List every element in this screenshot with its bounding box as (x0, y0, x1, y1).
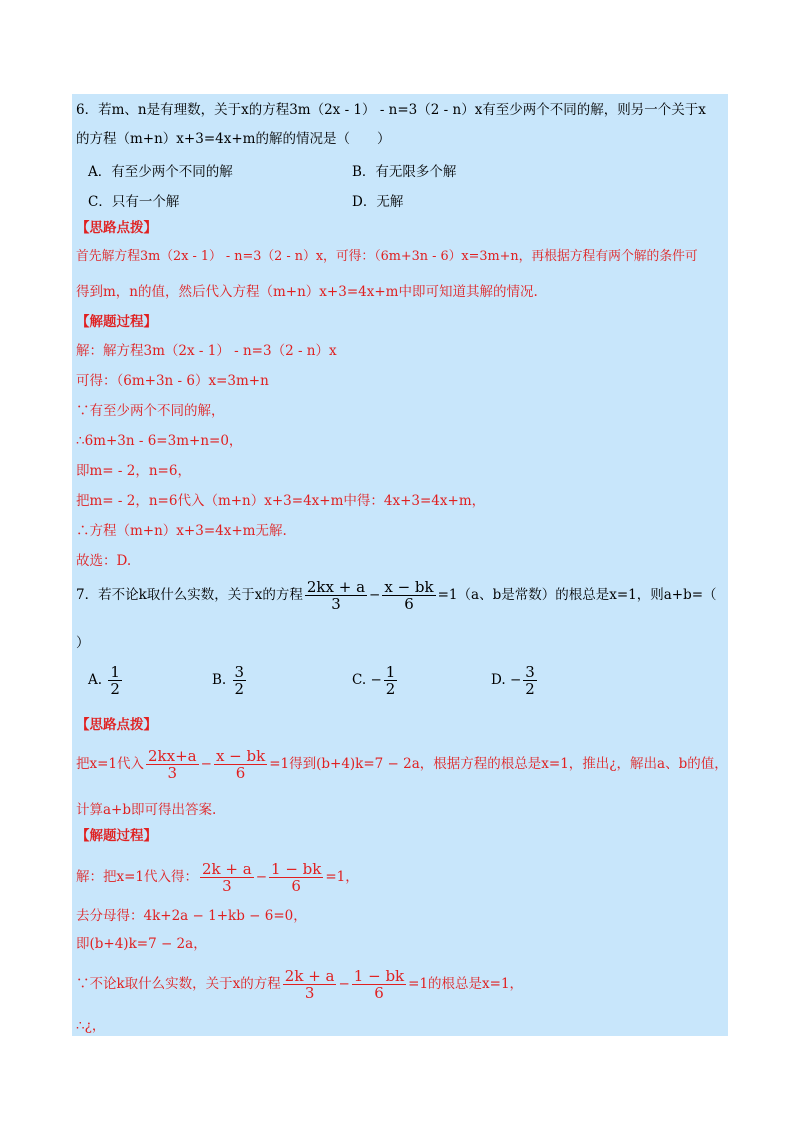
q6-stem-line2: 的方程（m+n）x+3=4x+m的解的情况是（ ） (76, 131, 391, 147)
q7-sol1-suffix: =1， (325, 869, 359, 885)
q6-hint-title: 【思路点拨】 (76, 220, 157, 236)
q6-solution-line: 解：解方程3m（2x - 1） - n=3（2 - n）x (76, 343, 337, 359)
q7-sol1-frac2 (269, 861, 323, 894)
q7-stem-eq: =1 (437, 587, 458, 603)
q6-solution-line: ∴方程（m+n）x+3=4x+m无解. (76, 523, 287, 539)
q7-sol4-frac2 (352, 968, 406, 1001)
q7-option-den: 2 (234, 680, 245, 698)
q6-solution-line: ∴6m+3n - 6=3m+n=0， (76, 433, 243, 449)
q7-option-label: C. (352, 672, 367, 688)
q7-sol1-prefix: 解：把x=1代入得： (76, 869, 199, 885)
q6-solution-title: 【解题过程】 (76, 314, 157, 330)
q7-hint-prefix: 把x=1代入 (76, 756, 145, 772)
q7-sol4-suffix: =1的根总是x=1， (408, 976, 524, 992)
q7-option-a (88, 664, 124, 697)
q6-solution-line: 即m= - 2，n=6， (76, 463, 191, 479)
q6-option-d: D．无解 (352, 194, 404, 210)
q7-stem-suffix: （a、b是常数）的根总是x=1，则a+b=（ (457, 587, 717, 603)
q7-hint-minus: − (200, 756, 212, 772)
q7-option-num: 3 (234, 663, 245, 681)
q6-hint-line2: 得到m，n的值，然后代入方程（m+n）x+3=4x+m中即可知道其解的情况. (76, 284, 538, 300)
q7-option-sign: − (509, 672, 522, 688)
q7-option-den: 2 (110, 680, 120, 698)
q7-stem-frac2-den: 6 (404, 595, 414, 613)
content-panel (72, 94, 728, 1036)
q7-stem-line2: ） (76, 635, 90, 651)
q7-sol4-frac1-num: 2k + a (284, 967, 335, 985)
q7-stem-frac2-num: x − bk (384, 578, 434, 596)
q7-hint-frac1 (146, 748, 199, 781)
q7-option-den: 2 (525, 680, 535, 698)
q7-hint-frac2-den: 6 (235, 764, 246, 782)
q7-stem-frac2 (382, 579, 435, 612)
q7-sol1-minus: − (255, 869, 268, 885)
q7-option-num: 3 (525, 663, 535, 681)
q7-option-d (491, 664, 539, 697)
q7-option-den: 2 (385, 680, 396, 698)
q7-sol4-frac2-num: 1 − bk (353, 967, 405, 985)
q6-option-b: B．有无限多个解 (352, 164, 457, 180)
q7-stem-line1 (76, 579, 717, 612)
q6-option-c: C．只有一个解 (88, 194, 180, 210)
q6-solution-line: 把m= - 2，n=6代入（m+n）x+3=4x+m中得：4x+3=4x+m， (76, 493, 486, 509)
q7-stem-frac1-den: 3 (331, 595, 341, 613)
q6-solution-line: 可得：（6m+3n - 6）x=3m+n (76, 373, 269, 389)
q7-solution-line2: 去分母得：4k+2a − 1+kb − 6=0， (76, 908, 307, 924)
q7-solution-title: 【解题过程】 (76, 828, 157, 844)
q7-sol4-minus: − (338, 976, 350, 992)
q7-sol4-prefix: ∵不论k取什么实数，关于x的方程 (76, 976, 281, 992)
q7-stem-frac1-num: 2kx + a (306, 578, 366, 596)
q7-sol1-frac1 (200, 861, 254, 894)
q7-option-frac (523, 664, 537, 697)
q7-option-c (352, 664, 399, 697)
q7-sol4-frac1-den: 3 (304, 984, 315, 1002)
q7-hint-suffix: =1得到(b+4)k=7 − 2a，根据方程的根总是x=1，推出¿，解出a、b的值， (269, 756, 728, 772)
q7-option-label: A. (88, 672, 103, 688)
q6-solution-line: 故选：D. (76, 553, 132, 569)
q7-hint-line2: 计算a+b即可得出答案. (76, 802, 217, 818)
q7-sol1-frac1-num: 2k + a (202, 860, 252, 878)
q7-option-label: B. (212, 672, 227, 688)
q7-solution-line5: ∴¿， (76, 1018, 106, 1034)
q7-solution-line4 (76, 968, 523, 1001)
q7-option-num: 1 (110, 663, 120, 681)
q6-stem-line1: 6．若m、n是有理数，关于x的方程3m（2x - 1） - n=3（2 - n）x有至少两个不同的解，则另一个关于x (76, 102, 706, 118)
q7-sol1-frac2-den: 6 (291, 877, 301, 895)
q7-sol4-frac1 (283, 968, 337, 1001)
q7-option-label: D. (491, 672, 506, 688)
q7-hint-frac1-num: 2kx+a (148, 747, 197, 765)
q7-stem-prefix: 7．若不论k取什么实数，关于x的方程 (76, 587, 303, 603)
q7-stem-frac1 (305, 579, 367, 612)
q7-hint-line1 (76, 748, 728, 781)
q7-sol1-frac1-den: 3 (222, 877, 232, 895)
q7-stem-minus: − (369, 587, 381, 603)
q7-hint-frac2-num: x − bk (215, 747, 266, 765)
q7-option-num: 1 (385, 663, 396, 681)
q7-sol1-frac2-num: 1 − bk (271, 860, 322, 878)
q7-sol4-frac2-den: 6 (374, 984, 384, 1002)
q7-hint-frac1-den: 3 (167, 764, 178, 782)
q7-option-frac (384, 664, 398, 697)
q7-option-b (212, 664, 248, 697)
q7-hint-frac2 (214, 748, 267, 781)
q7-solution-line3: 即(b+4)k=7 − 2a， (76, 936, 207, 952)
q7-option-sign: − (370, 672, 382, 688)
q6-solution-line: ∵有至少两个不同的解， (76, 403, 225, 419)
q7-option-frac (233, 664, 247, 697)
q6-hint-line1: 首先解方程3m（2x - 1） - n=3（2 - n）x，可得：（6m+3n - 6）x=3m+n，再根据方程有两个解的条件可 (76, 249, 698, 264)
q7-solution-line1 (76, 861, 359, 894)
q6-option-a: A．有至少两个不同的解 (88, 164, 233, 180)
q7-hint-title: 【思路点拨】 (76, 717, 157, 733)
q7-option-frac (108, 664, 122, 697)
